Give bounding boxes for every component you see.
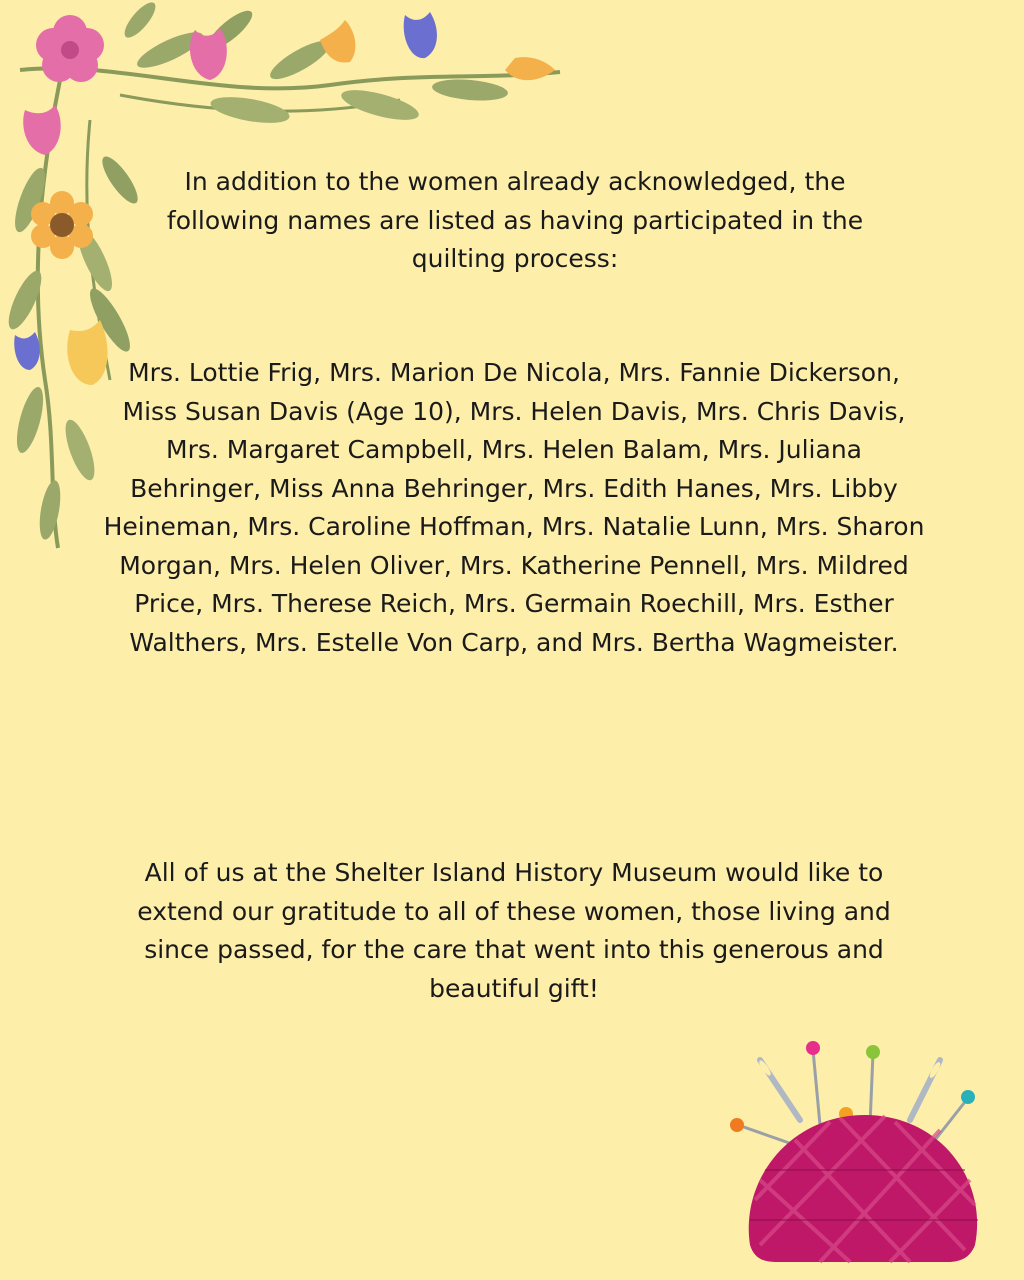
- intro-paragraph: In addition to the women already acknowledged, the following names are listed as having participated in the quilting process:: [166, 167, 864, 273]
- gratitude-paragraph: All of us at the Shelter Island History Museum would like to extend our gratitude to all of these women, those living and since passed, for the care that went into this generous and beautiful gift!: [137, 858, 891, 1003]
- pincushion-illustration: [720, 1030, 1010, 1270]
- participant-names-paragraph: Mrs. Lottie Frig, Mrs. Marion De Nicola, Mrs. Fannie Dickerson, Miss Susan Davis (Age 10), Mrs. Helen Davis, Mrs. Chris Davis, Mrs. Margaret Campbell, Mrs. Helen Balam, Mrs. Juliana Behringer, Miss Anna Behringer, Mrs. Edith Hanes, Mrs. Libby Heineman, Mrs. Caroline Hoffman, Mrs. Natalie Lunn, Mrs. Sharon Morgan, Mrs. Helen Oliver, Mrs. Katherine Pennell, Mrs. Mildred Price, Mrs. Therese Reich, Mrs. Germain Roechill, Mrs. Esther Walthers, Mrs. Estelle Von Carp, and Mrs. Bertha Wagmeister.: [103, 358, 925, 657]
